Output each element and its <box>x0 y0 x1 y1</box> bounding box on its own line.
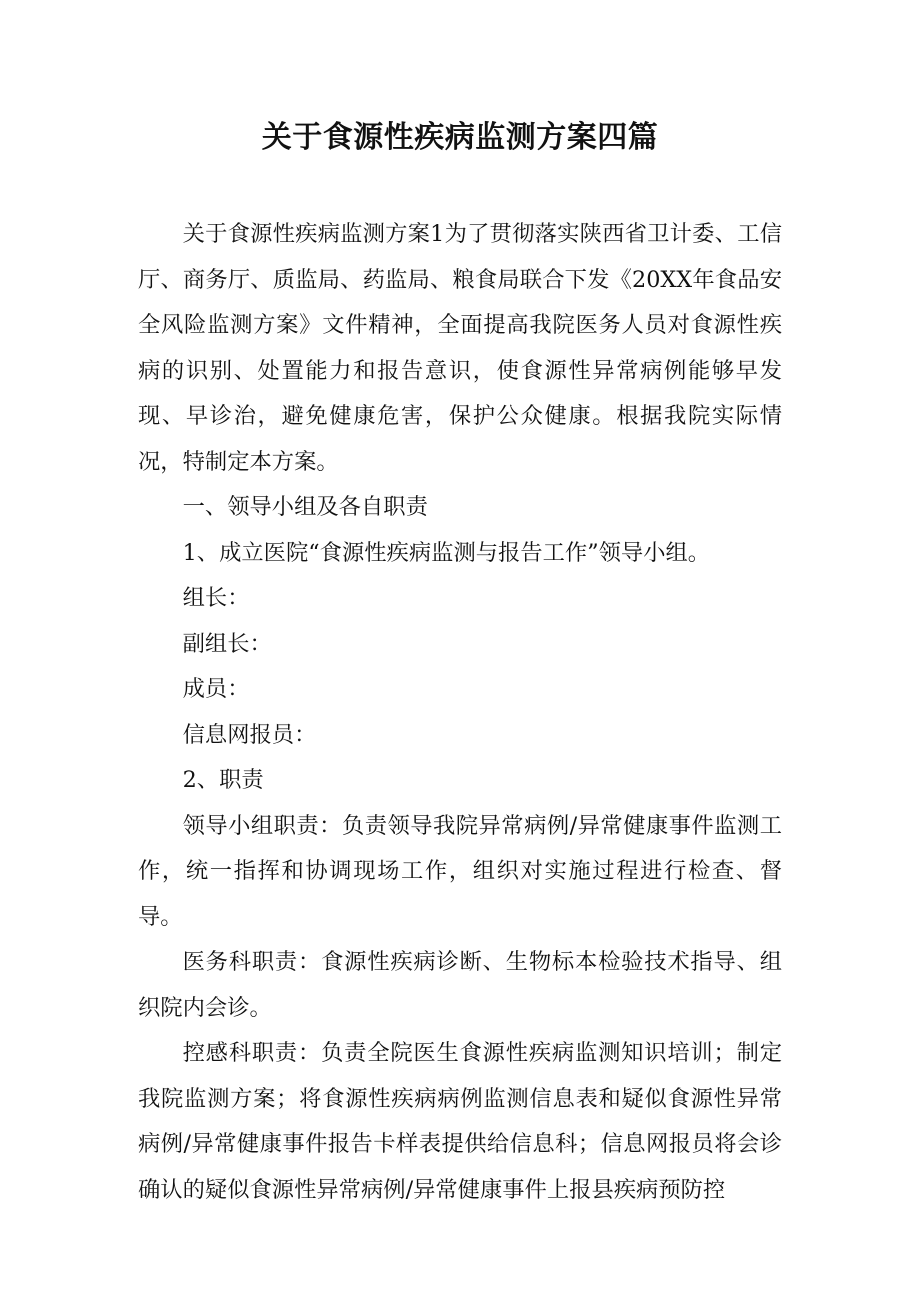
section-heading-duties: 2、职责 <box>182 767 264 793</box>
document-body <box>138 212 782 1213</box>
document-title: 关于食源性疾病监测方案四篇 <box>261 120 659 155</box>
paragraph-leadership-duties: 领导小组职责：负责领导我院异常病例/异常健康事件监测工作，统一指挥和协调现场工作，组织对实施过程进行检查、督导。 <box>138 812 782 930</box>
section-heading-leadership: 一、领导小组及各自职责 <box>182 494 428 520</box>
paragraph-infection-control-duties: 控感科职责：负责全院医生食源性疾病监测知识培训；制定我院监测方案；将食源性疾病病例监测信息表和疑似食源性异常病例/异常健康事件报告卡样表提供给信息科；信息网报员将会诊确认的疑似食源性异常病例/异常健康事件上报县疾病预防控 <box>138 1040 782 1203</box>
paragraph-medical-dept-duties: 医务科职责：食源性疾病诊断、生物标本检验技术指导、组织院内会诊。 <box>138 949 782 1021</box>
field-group-leader: 组长： <box>182 585 250 611</box>
paragraph-intro: 关于食源性疾病监测方案1为了贯彻落实陕西省卫计委、工信厅、商务厅、质监局、药监局、粮食局联合下发《20XX年食品安全风险监测方案》文件精神，全面提高我院医务人员对食源性疾病的识别、处置能力和报告意识，使食源性异常病例能够早发现、早诊治，避免健康危害，保护公众健康。根据我院实际情况，特制定本方案。 <box>138 221 782 475</box>
field-members: 成员： <box>182 676 250 702</box>
field-deputy-leader: 副组长： <box>182 630 272 657</box>
paragraph-establish-group: 1、成立医院“食源性疾病监测与报告工作”领导小组。 <box>182 539 711 566</box>
field-info-reporter: 信息网报员： <box>182 721 317 748</box>
